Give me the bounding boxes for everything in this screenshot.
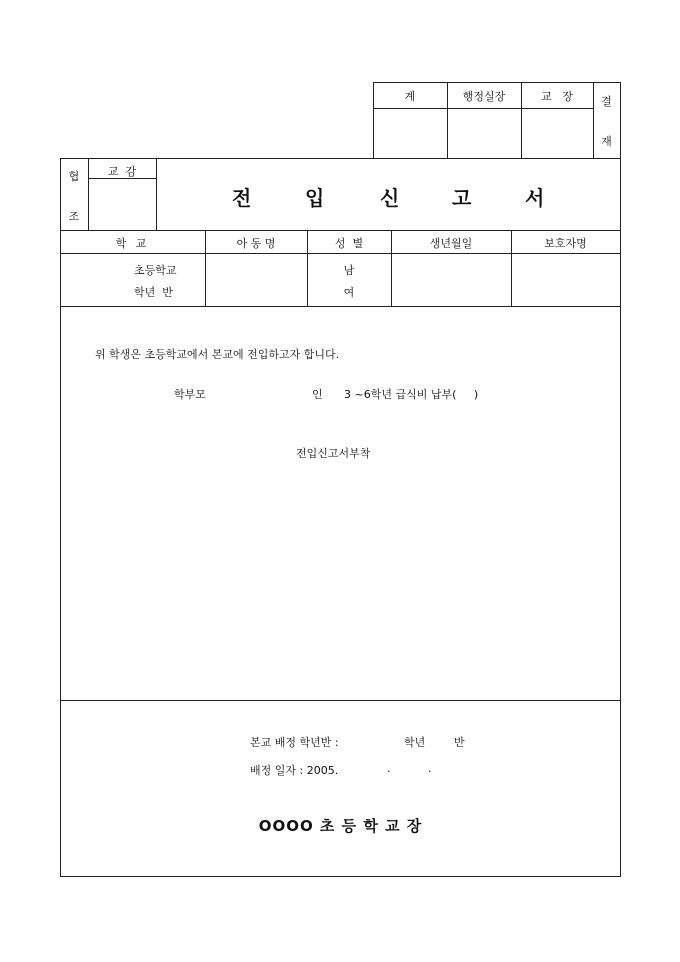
assign-class-unit-label: 반 — [454, 736, 465, 749]
cell-school-name: 초등학교 — [134, 264, 177, 277]
header-school: 학 교 — [115, 237, 150, 250]
statement-text: 위 학생은 초등학교에서 본교에 전입하고자 합니다. — [95, 348, 340, 361]
header-birthdate: 생년월일 — [429, 237, 473, 250]
assign-date-dot-1: . — [387, 762, 391, 775]
attachment-note: 전입신고서부착 — [296, 447, 371, 460]
cell-grade-class: 학년 반 — [134, 286, 173, 299]
title-char-1: 전 — [232, 186, 252, 210]
header-guardian-name: 보호자명 — [544, 237, 587, 250]
cooperation-side-top: 협 — [68, 170, 80, 183]
seal-label: 인 — [312, 388, 323, 401]
principal-signature: OOOO 초 등 학 교 장 — [258, 817, 423, 835]
approval-col-principal: 교 장 — [541, 90, 573, 103]
assign-grade-label: 학년 — [404, 736, 426, 749]
assign-class-label: 본교 배정 학년반 : — [250, 736, 339, 749]
approval-col-admin-chief: 행정실장 — [462, 90, 506, 103]
approval-side-top: 결 — [601, 95, 612, 108]
cooperation-side-bottom: 조 — [68, 210, 80, 223]
assign-date-label: 배정 일자 : 2005. — [250, 764, 339, 777]
cell-gender-female: 여 — [343, 286, 355, 299]
header-student-name: 아 동 명 — [236, 237, 276, 250]
header-gender: 성 별 — [334, 237, 364, 250]
approval-side-bottom: 재 — [601, 135, 612, 148]
parent-label: 학부모 — [174, 388, 206, 401]
meal-fee-text: 3 ~6학년 급식비 납부( ) — [344, 388, 479, 401]
title-char-3: 신 — [380, 186, 400, 210]
title-char-5: 서 — [525, 186, 545, 210]
title-char-2: 입 — [305, 186, 325, 210]
approval-col-staff: 계 — [404, 90, 416, 103]
cooperation-label-vice-principal: 교 감 — [107, 165, 137, 178]
cell-gender-male: 남 — [343, 264, 355, 277]
assign-date-dot-2: . — [428, 762, 432, 775]
title-char-4: 고 — [452, 186, 472, 210]
